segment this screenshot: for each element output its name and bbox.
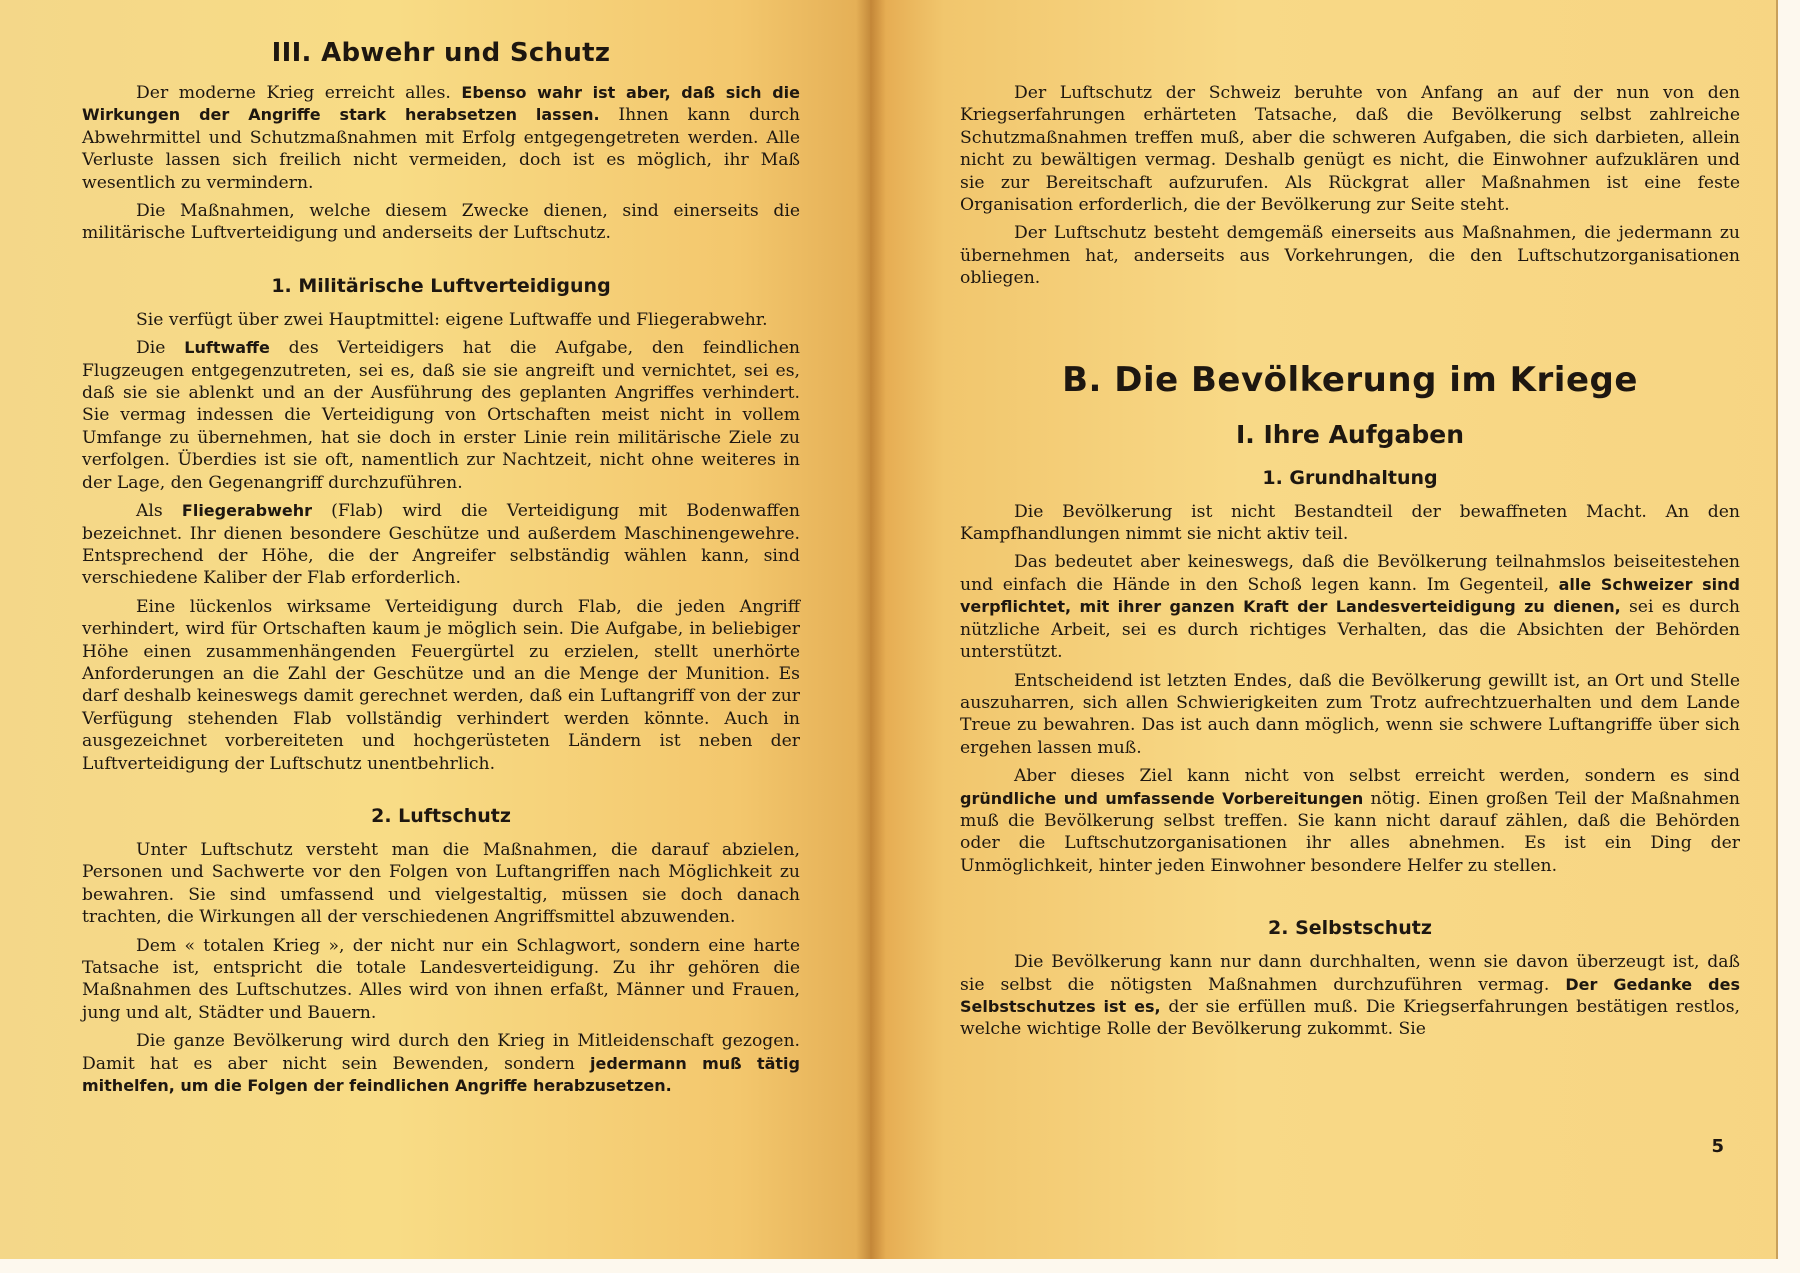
paragraph: Dem « totalen Krieg », der nicht nur ein Schlagwort, sondern eine harte Tatsache ist, entspricht die totale Landesverteidigung. Zu ihr gehören die Maßnahmen des Luftschutzes. Alles wird von ihnen erfaßt, Männer und Frauen, jung und alt, Städter und Bauern.: [82, 935, 800, 1023]
paragraph: Die Maßnahmen, welche diesem Zwecke dienen, sind einerseits die militärische Luftverteidigung und anderseits der Luftschutz.: [82, 201, 800, 244]
left-page: [0, 0, 870, 1273]
subheading-luftschutz: 2. Luftschutz: [371, 804, 511, 827]
section-heading-abwehr: III. Abwehr und Schutz: [271, 38, 611, 68]
section-heading-aufgaben: I. Ihre Aufgaben: [1235, 419, 1465, 449]
page-edge: [1776, 0, 1800, 1273]
paragraph: Eine lückenlos wirksame Verteidigung durch Flab, die jeden Angriff verhindert, wird für Ortschaften kaum je möglich sein. Die Aufgabe, in beliebiger Höhe einen zusammenhängenden Feuergürtel zu erzielen, stellt unerhörte Anforderungen an die Zahl der Geschütze und an die Menge der Munition. Es darf deshalb keineswegs damit gerechnet werden, daß ein Luftangriff von der zur Verfügung stehenden Flab vollständig verhindert werden könnte. Auch in ausgezeichnet vorbereiteten und hochgerüsteten Ländern ist neben der Luftverteidigung der Luftschutz unentbehrlich.: [82, 596, 800, 774]
page-number: 5: [1711, 1136, 1724, 1157]
paragraph: Aber dieses Ziel kann nicht von selbst erreicht werden, sondern es sind gründliche und umfassende Vorbereitungen nötig. Einen großen Teil der Maßnahmen muß die Bevölkerung selbst treffen. Sie kann nicht darauf zählen, daß die Behörden oder die Luftschutzorganisationen ihr alles abnehmen. Es ist ein Ding der Unmöglichkeit, hinter jeden Einwohner besondere Helfer zu stellen.: [960, 766, 1740, 876]
chapter-heading: B. Die Bevölkerung im Kriege: [1062, 359, 1638, 400]
paragraph: Das bedeutet aber keineswegs, daß die Bevölkerung teilnahmslos beiseitestehen und einfach die Hände in den Schoß legen kann. Im Gegenteil, alle Schweizer sind verpflichtet, mit ihrer ganzen Kraft der Landesverteidigung zu dienen, sei es durch nützliche Arbeit, sei es durch richtiges Verhalten, das die Absichten der Behörden unterstützt.: [960, 552, 1741, 663]
paragraph: Die Bevölkerung ist nicht Bestandteil der bewaffneten Macht. An den Kampfhandlungen nimmt sie nicht aktiv teil.: [960, 501, 1740, 545]
subheading-luftverteidigung: 1. Militärische Luftverteidigung: [271, 274, 611, 297]
paragraph: Die ganze Bevölkerung wird durch den Krieg in Mitleidenschaft gezogen. Damit hat es aber nicht sein Bewenden, sondern jedermann muß tätig mithelfen, um die Folgen der feindlichen Angriffe herabzusetzen.: [82, 1031, 800, 1096]
paragraph: Der moderne Krieg erreicht alles. Ebenso wahr ist aber, daß sich die Wirkungen der Angriffe stark herabsetzen lassen. Ihnen kann durch Abwehrmittel und Schutzmaßnahmen mit Erfolg entgegengetreten werden. Alle Verluste lassen sich freilich nicht vermeiden, doch ist es möglich, ihr Maß wesentlich zu vermindern.: [82, 83, 801, 193]
paragraph: Die Luftwaffe des Verteidigers hat die Aufgabe, den feindlichen Flugzeugen entgegenzutreten, sei es, daß sie sie angreift und vernichtet, sei es, daß sie sie ablenkt und an der Ausführung des geplanten Angriffes verhindert. Sie vermag indessen die Verteidigung von Ortschaften meist nicht in vollem Umfange zu übernehmen, hat sie doch in erster Linie rein militärische Ziele zu verfolgen. Überdies ist sie oft, namentlich zur Nachtzeit, nicht ohne weiteres in der Lage, den Gegenangriff durchzuführen.: [82, 338, 800, 493]
subheading-selbstschutz: 2. Selbstschutz: [1268, 917, 1432, 940]
right-page: [870, 0, 1800, 1273]
page-edge-bottom: [0, 1259, 1800, 1273]
paragraph: Sie verfügt über zwei Hauptmittel: eigene Luftwaffe und Fliegerabwehr.: [136, 309, 768, 330]
book-gutter: [856, 0, 886, 1273]
subheading-grundhaltung: 1. Grundhaltung: [1262, 466, 1438, 489]
paragraph: Die Bevölkerung kann nur dann durchhalten, wenn sie davon überzeugt ist, daß sie selbst die nötigsten Maßnahmen durchzuführen vermag. Der Gedanke des Selbstschutzes ist es, der sie erfüllen muß. Die Kriegserfahrungen bestätigen restlos, welche wichtige Rolle der Bevölkerung zukommt. Sie: [960, 952, 1741, 1040]
paragraph: Der Luftschutz besteht demgemäß einerseits aus Maßnahmen, die jedermann zu übernehmen hat, anderseits aus Vorkehrungen, die den Luftschutzorganisationen obliegen.: [960, 223, 1740, 289]
paragraph: Als Fliegerabwehr (Flab) wird die Verteidigung mit Bodenwaffen bezeichnet. Ihr dienen besondere Geschütze und außerdem Maschinengewehre. Entsprechend der Höhe, die der Angreifer selbständig wählen kann, sind verschiedene Kaliber der Flab erforderlich.: [82, 501, 800, 589]
paragraph: Der Luftschutz der Schweiz beruhte von Anfang an auf der nun von den Kriegserfahrungen erhärteten Tatsache, daß die Bevölkerung selbst zahlreiche Schutzmaßnahmen treffen muß, aber die schweren Aufgaben, die sich darbieten, allein nicht zu bewältigen vermag. Deshalb genügt es nicht, die Einwohner aufzuklären und sie zur Bereitschaft aufzurufen. Als Rückgrat aller Maßnahmen ist eine feste Organisation erforderlich, die der Bevölkerung zur Seite steht.: [960, 83, 1740, 216]
paragraph: Unter Luftschutz versteht man die Maßnahmen, die darauf abzielen, Personen und Sachwerte vor den Folgen von Luftangriffen nach Möglichkeit zu bewahren. Sie sind umfassend und vielgestaltig, müssen sie doch danach trachten, die Wirkungen all der verschiedenen Angriffsmittel abzuwenden.: [82, 839, 800, 928]
paragraph: Entscheidend ist letzten Endes, daß die Bevölkerung gewillt ist, an Ort und Stelle auszuharren, sich allen Schwierigkeiten zum Trotz aufrechtzuerhalten und dem Lande Treue zu bewahren. Das ist auch dann möglich, wenn sie schwere Luftangriffe über sich ergehen lassen muß.: [960, 670, 1740, 758]
